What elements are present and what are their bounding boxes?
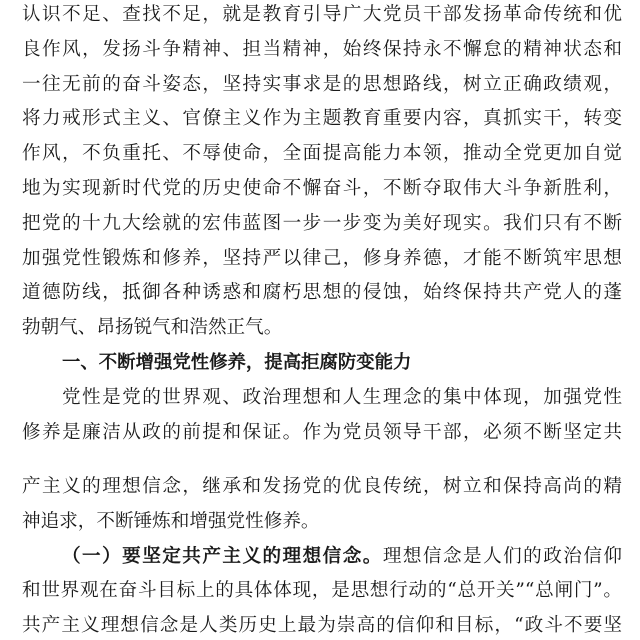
- text-line: 把党的十九大绘就的宏伟蓝图一步一步变为美好现实。我们只有不断: [22, 212, 622, 234]
- text-block-bottom: [22, 470, 622, 640]
- text-line: 将力戒形式主义、官僚主义作为主题教育重要内容，真抓实干，转变: [22, 108, 622, 130]
- text-line: 产主义的理想信念，继承和发扬党的优良传统，树立和保持高尚的精: [22, 476, 622, 497]
- text-line: 道德防线，抵御各种诱惑和腐朽思想的侵蚀，始终保持共产党人的蓬: [22, 282, 622, 304]
- text-line: 和世界观在奋斗目标上的具体体现，是思想行动的“总开关”“总闸门”。: [22, 580, 622, 602]
- text-line: 修养是廉洁从政的前提和保证。作为党员领导干部，必须不断坚定共: [22, 421, 622, 443]
- subsection-line: [22, 540, 622, 575]
- text-line: 良作风，发扬斗争精神、担当精神，始终保持永不懈怠的精神状态和: [22, 38, 622, 60]
- text-line: 加强党性锻炼和修养，坚持严以律己，修身养德，才能不断筑牢思想: [22, 247, 622, 269]
- text-block-top: [22, 0, 622, 450]
- section-heading: 一、不断增强党性修养，提高拒腐防变能力: [62, 351, 412, 373]
- subsection-heading: （一）要坚定共产主义的理想信念。: [62, 545, 383, 567]
- subsection-text: 理想信念是人们的政治信仰: [382, 545, 622, 567]
- text-line: 地为实现新时代党的历史使命不懈奋斗，不断夺取伟大斗争新胜利，: [22, 177, 622, 199]
- text-line: 神追求，不断锤炼和增强党性修养。: [22, 510, 320, 532]
- text-line: 作风，不负重托、不辱使命，全面提高能力本领，推动全党更加自觉: [22, 143, 622, 165]
- text-line: 勃朝气、昂扬锐气和浩然正气。: [22, 317, 283, 339]
- text-line: 共产主义理想信念是人类历史上最为崇高的信仰和目标，“政斗不要坚: [22, 615, 622, 637]
- text-line: 认识不足、查找不足，就是教育引导广大党员干部发扬革命传统和优: [22, 4, 622, 25]
- paragraph-first-line: 党性是党的世界观、政治理想和人生理念的集中体现，加强党性: [62, 386, 622, 408]
- text-line: 一往无前的奋斗姿态，坚持实事求是的思想路线，树立正确政绩观，: [22, 73, 622, 95]
